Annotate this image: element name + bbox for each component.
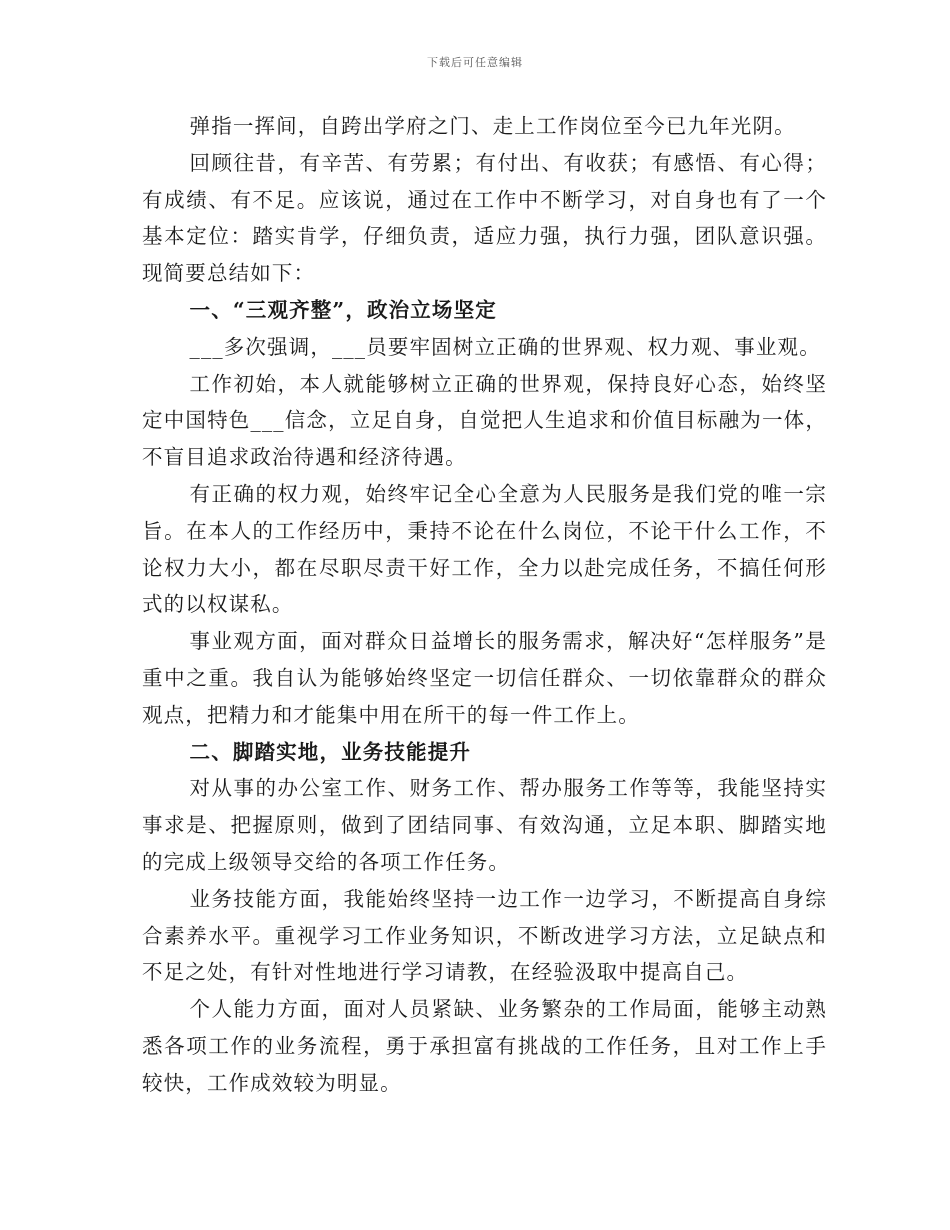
summary-paragraph: 回顾往昔，有辛苦、有劳累；有付出、有收获；有感悟、有心得；有成绩、有不足。应该说，通过在工作中不断学习，对自身也有了一个基本定位：踏实肯学，仔细负责，适应力强，执行力强，团队意识强。现简要总结如下：: [142, 150, 827, 286]
paragraph-career-view: 事业观方面，面对群众日益增长的服务需求，解决好“怎样服务”是重中之重。我自认为能够始终坚定一切信任群众、一切依靠群众的群众观点，把精力和才能集中用在所干的每一件工作上。: [142, 629, 827, 727]
intro-paragraph: 弹指一挥间，自跨出学府之门、走上工作岗位至今已九年光阴。: [189, 114, 796, 138]
paragraph-emphasis: ___多次强调，___员要牢固树立正确的世界观、权力观、事业观。: [189, 334, 821, 359]
paragraph-skills: 业务技能方面，我能始终坚持一边工作一边学习，不断提高自身综合素养水平。重视学习工作业务知识，不断改进学习方法，立足缺点和不足之处，有针对性地进行学习请教，在经验汲取中提高自己。: [142, 886, 827, 985]
paragraph-power-view: 有正确的权力观，始终牢记全心全意为人民服务是我们党的唯一宗旨。在本人的工作经历中，秉持不论在什么岗位，不论干什么工作，不论权力大小，都在尽职尽责干好工作，全力以赴完成任务，不搞任何形式的以权谋私。: [142, 481, 827, 617]
header-note: 下载后可任意编辑: [427, 56, 523, 69]
paragraph-worldview: 工作初始，本人就能够树立正确的世界观，保持良好心态，始终坚定中国特色___信念，立足自身，自觉把人生追求和价值目标融为一体，不盲目追求政治待遇和经济待遇。: [142, 371, 827, 470]
section-heading-2: 二、脚踏实地，业务技能提升: [189, 739, 471, 764]
paragraph-work-duties: 对从事的办公室工作、财务工作、帮办服务工作等等，我能坚持实事求是、把握原则，做到了团结同事、有效沟通，立足本职、脚踏实地的完成上级领导交给的各项工作任务。: [142, 776, 827, 874]
paragraph-ability: 个人能力方面，面对人员紧缺、业务繁杂的工作局面，能够主动熟悉各项工作的业务流程，勇于承担富有挑战的工作任务，且对工作上手较快，工作成效较为明显。: [142, 997, 827, 1095]
document-body: [142, 108, 827, 1102]
section-heading-1: 一、“三观齐整”，政治立场坚定: [189, 297, 497, 322]
